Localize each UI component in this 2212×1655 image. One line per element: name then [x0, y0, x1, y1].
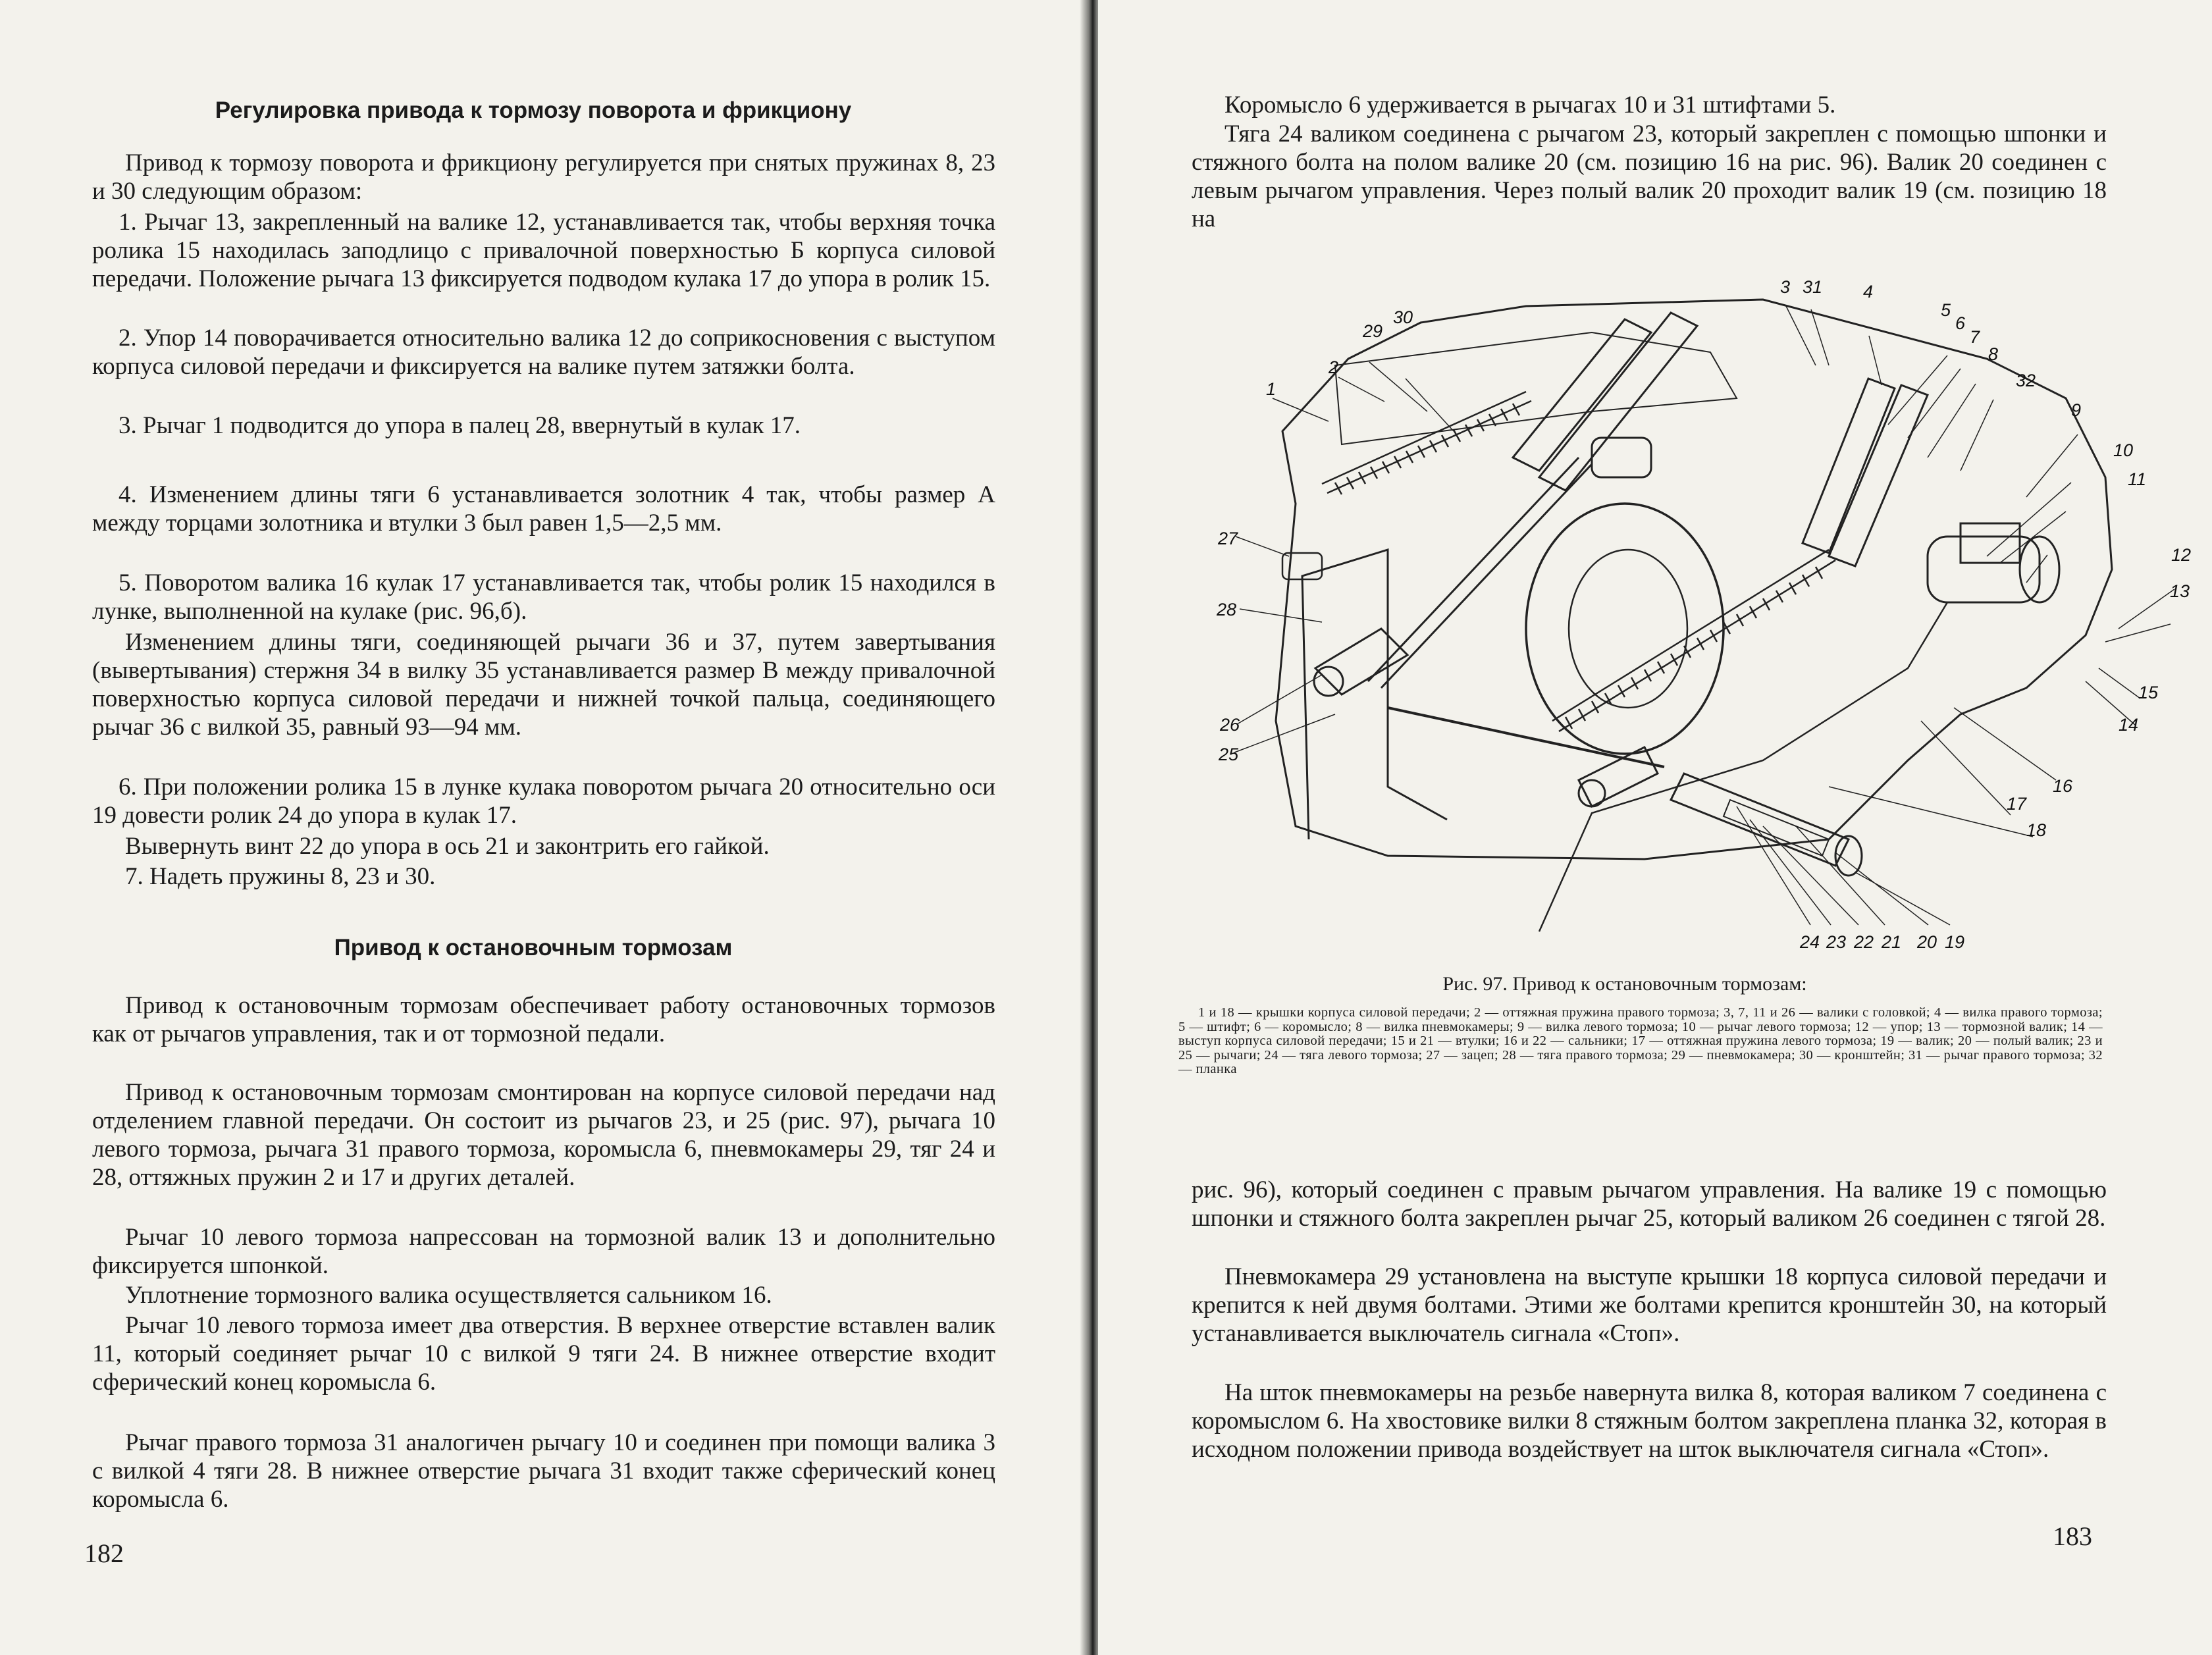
figure-label: 24 [1800, 932, 1820, 952]
rod-24 [1388, 708, 1664, 767]
brake-drive-figure [1171, 260, 2192, 952]
figure-label: 28 [1217, 600, 1237, 619]
figure-label: 8 [1988, 344, 1999, 364]
paragraph: рис. 96), который соединен с правым рычагом управления. На валике 19 с помощью шпонки и стяжного болта закреплен рычаг 25, который валиком 26 соединен с тягой 28. [1192, 1176, 2107, 1232]
figure-label: 11 [2128, 469, 2147, 489]
paragraph: 5. Поворотом валика 16 кулак 17 устанавливается так, чтобы ролик 15 находился в лунке, выполненной на кулаке (рис. 96,б). [92, 569, 995, 625]
figure-label: 12 [2171, 545, 2192, 565]
figure-label: 20 [1917, 932, 1937, 952]
figure-label: 18 [2026, 820, 2047, 840]
figure-label: 13 [2170, 581, 2190, 601]
figure-label: 1 [1266, 379, 1277, 399]
figure-label: 22 [1854, 932, 1874, 952]
housing-outline [1276, 300, 2112, 859]
left-page [0, 0, 1086, 1655]
figure-label: 14 [2119, 715, 2139, 735]
figure-label: 25 [1219, 745, 1239, 764]
brake-shaft-13 [1928, 523, 2059, 602]
paragraph: Изменением длины тяги, соединяющей рычаги 36 и 37, путем завертывания (вывертывания) стержня 34 в вилку 35 устанавливается размер В между привалочной поверхностью корпуса силовой передачи и нижней точкой пальца, соединяющего рычаг 36 с вилкой 35, равный 93—94 мм. [92, 629, 995, 741]
shaft-19-20 [1671, 774, 1862, 876]
rod-right-brake-28 [1368, 458, 1592, 688]
paragraph: Рычаг 10 левого тормоза имеет два отверстия. В верхнее отверстие вставлен валик 11, который соединяет рычаг 10 с вилкой 9 тяги 24. В нижнее отверстие входит сферический конец коромысла 6. [92, 1312, 995, 1396]
figure-label: 27 [1218, 529, 1238, 548]
figure-label: 9 [2071, 400, 2082, 420]
paragraph: Привод к тормозу поворота и фрикциону регулируется при снятых пружинах 8, 23 и 30 следующим образом: [92, 149, 995, 205]
paragraph: Вывернуть винт 22 до упора в ось 21 и законтрить его гайкой. [125, 833, 770, 860]
figure-caption-title: Рис. 97. Привод к остановочным тормозам: [1442, 973, 1807, 995]
page-number: 183 [2053, 1521, 2092, 1551]
pneumatic-chamber-inner [1569, 550, 1687, 708]
figure-label: 32 [2016, 371, 2036, 390]
paragraph: 6. При положении ролика 15 в лунке кулака поворотом рычага 20 относительно оси 19 довести ролик 24 до упора в кулак 17. [92, 774, 995, 829]
figure-label: 4 [1863, 282, 1874, 302]
figure-label: 7 [1970, 327, 1980, 347]
figure-label: 30 [1393, 307, 1413, 327]
page-number: 182 [84, 1538, 124, 1568]
paragraph: 1. Рычаг 13, закрепленный на валике 12, устанавливается так, чтобы верхняя точка ролика 15 находилась заподлицо с привалочной поверхностью Б корпуса силовой передачи. Положение рычага 13 фиксируется подводом кулака 17 до упора в ролик 15. [92, 209, 995, 292]
figure-label: 3 [1780, 277, 1791, 297]
cover-edge-18 [1539, 602, 1947, 932]
pneumatic-chamber-29 [1526, 504, 1724, 754]
paragraph: Тяга 24 валиком соединена с рычагом 23, который закреплен с помощью шпонки и стяжного болта на полом валике 20 (см. позицию 16 на рис. 96). Валик 20 соединен с левым рычагом управления. Через полый валик 20 проходит валик 19 (см. позицию 18 на [1192, 120, 2107, 232]
figure-label: 2 [1329, 357, 1339, 377]
figure-label: 21 [1882, 932, 1902, 952]
figure-label: 23 [1826, 932, 1847, 952]
paragraph: Уплотнение тормозного валика осуществляется сальником 16. [125, 1282, 772, 1309]
paragraph: На шток пневмокамеры на резьбе навернута вилка 8, которая валиком 7 соединена с коромыслом 6. На хвостовике вилки 8 стяжным болтом закреплена планка 32, которая в исходном положении привода воздействует на шток выключателя сигнала «Стоп». [1192, 1379, 2107, 1463]
paragraph: Рычаг 10 левого тормоза напрессован на тормозной валик 13 и дополнительно фиксируется шпонкой. [92, 1224, 995, 1279]
paragraph: Привод к остановочным тормозам смонтирован на корпусе силовой передачи над отделением главной передачи. Он состоит из рычагов 23, и 25 (рис. 97), рычага 10 левого тормоза, рычага 31 правого тормоза, коромысла 6, пневмокамеры 29, тяг 24 и 28, оттяжных пружин 2 и 17 и других деталей. [92, 1079, 995, 1191]
figure-label: 15 [2138, 683, 2159, 702]
figure-label: 6 [1955, 313, 1966, 333]
paragraph: Коромысло 6 удерживается в рычагах 10 и 31 штифтами 5. [1224, 92, 1836, 118]
paragraph: 4. Изменением длины тяги 6 устанавливается золотник 4 так, чтобы размер А между торцами золотника и втулки 3 был равен 1,5—2,5 мм. [92, 481, 995, 537]
figure-label: 19 [1945, 932, 1965, 952]
levers-23-25 [1314, 629, 1658, 806]
figure-label: 16 [2053, 776, 2073, 796]
right-page [1098, 0, 2212, 1655]
paragraph: 2. Упор 14 поворачивается относительно валика 12 до соприкосновения с выступом корпуса силовой передачи и фиксируется на валике путем затяжки болта. [92, 325, 995, 380]
section-heading-stop-brakes: Привод к остановочным тормозам [334, 935, 733, 960]
paragraph: Пневмокамера 29 установлена на выступе крышки 18 корпуса силовой передачи и крепится к ней двумя болтами. Этими же болтами крепится кронштейн 30, на который устанавливается выключатель сигнала «Стоп». [1192, 1263, 2107, 1347]
paragraph: Привод к остановочным тормозам обеспечивает работу остановочных тормозов как от рычагов управления, так и от тормозной педали. [92, 992, 995, 1047]
figure-label: 31 [1803, 277, 1823, 297]
lever-10-left-brake [1803, 379, 1928, 566]
figure-label: 26 [1220, 715, 1240, 735]
paragraph: Рычаг правого тормоза 31 аналогичен рычагу 10 и соединен при помощи валика 3 с вилкой 4 тяги 28. В нижнее отверстие рычага 31 входит также сферический конец коромысла 6. [92, 1429, 995, 1513]
figure-label: 29 [1363, 321, 1383, 341]
section-heading-steering-brake: Регулировка привода к тормозу поворота и фрикциону [215, 97, 852, 123]
figure-caption-legend: 1 и 18 — крышки корпуса силовой передачи; 2 — оттяжная пружина правого тормоза; 3, 7, 11 и 26 — валики с головкой; 4 — вилка правого тормоза; 5 — штифт; 6 — коромысло; 8 — вилка пневмокамеры; 9 — вилка левого тормоза; 10 — рычаг левого тормоза; 12 — упор; 13 — тормозной валик; 14 — выступ корпуса силовой передачи; 15 и 21 — втулки; 16 и 22 — сальники; 17 — оттяжная пружина левого тормоза; 19 — валик; 20 — полый валик; 23 и 25 — рычаги; 24 — тяга левого тормоза; 27 — зацеп; 28 — тяга правого тормоза; 29 — пневмокамера; 30 — кронштейн; 31 — рычаг правого тормоза; 32 — планка [1178, 1005, 2103, 1076]
figure-label: 17 [2007, 794, 2027, 814]
paragraph: 3. Рычаг 1 подводится до упора в палец 28, ввернутый в кулак 17. [118, 412, 801, 439]
spring-left-brake [1552, 550, 1835, 731]
figure-label: 10 [2113, 440, 2134, 460]
figure-label: 5 [1941, 300, 1951, 320]
paragraph: 7. Надеть пружины 8, 23 и 30. [125, 863, 436, 890]
